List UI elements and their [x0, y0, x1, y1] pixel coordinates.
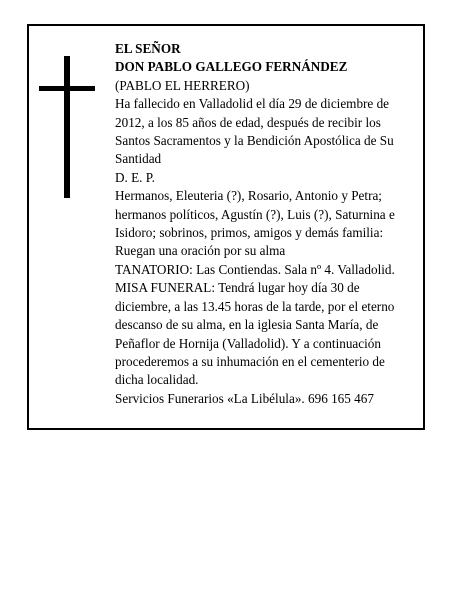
prayer-request: Ruegan una oración por su alma — [115, 243, 286, 259]
deceased-name: DON PABLO GALLEGO FERNÁNDEZ — [115, 59, 348, 75]
funeral-mass-info: MISA FUNERAL: Tendrá lugar hoy día 30 de diciembre, a las 13.45 horas de la tarde, por el eterno descanso de su alma, en la iglesia Santa María, de Peñaflor de Hornija (Valladolid). Y a continuación procederemos a su inhumación en el cementerio de dicha localidad. — [115, 280, 395, 388]
cross-vertical-bar — [64, 56, 70, 198]
funeral-services-contact: Servicios Funerarios «La Libélula». 696 165 467 — [115, 390, 374, 406]
deceased-nickname: (PABLO EL HERRERO) — [115, 77, 250, 93]
funeral-home-info: TANATORIO: Las Contiendas. Sala nº 4. Valladolid. — [115, 261, 395, 277]
notice-text — [115, 40, 415, 408]
cross-icon — [39, 56, 95, 198]
rip-text: D. E. P. — [115, 169, 155, 185]
death-announcement: Ha fallecido en Valladolid el día 29 de diciembre de 2012, a los 85 años de edad, después de recibir los Santos Sacramentos y la Bendición Apostólica de Su Santidad — [115, 96, 394, 167]
obituary-notice — [27, 24, 425, 430]
title-line-1: EL SEÑOR — [115, 41, 181, 56]
cross-horizontal-bar — [39, 86, 95, 91]
family-list: Hermanos, Eleuteria (?), Rosario, Antonio y Petra; hermanos políticos, Agustín (?), Luis (?), Saturnina e Isidoro; sobrinos, primos, amigos y demás familia: — [115, 188, 395, 241]
